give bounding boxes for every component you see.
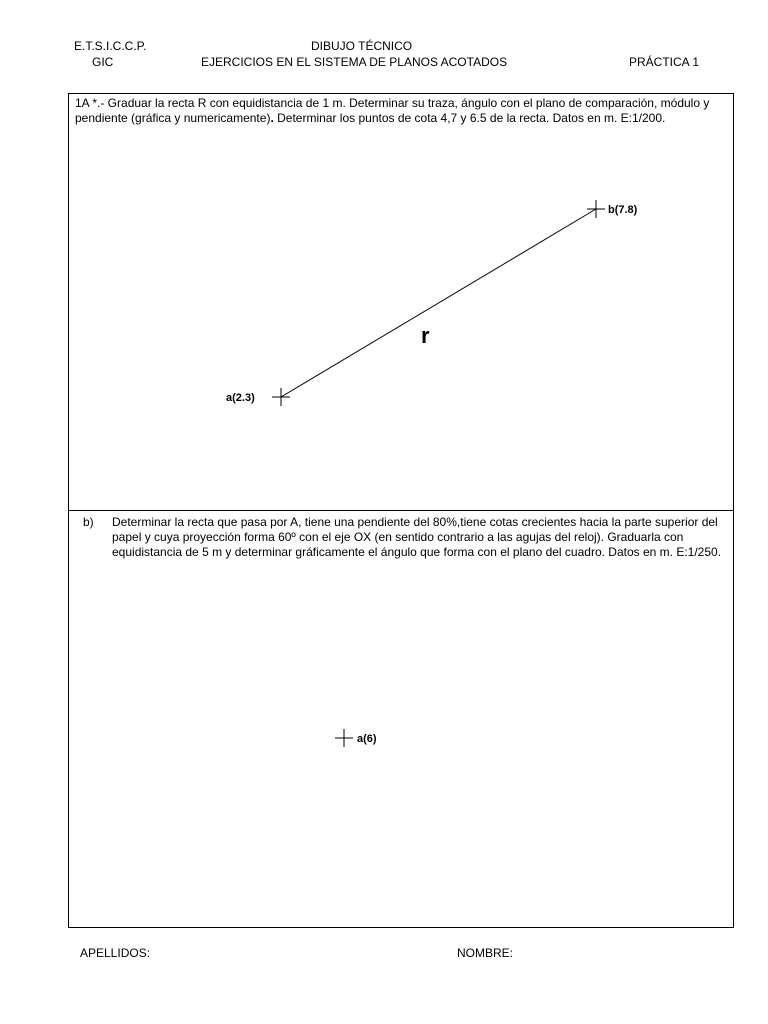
point-b-marker	[587, 200, 605, 218]
topic-title: EJERCICIOS EN EL SISTEMA DE PLANOS ACOTADOS	[201, 55, 508, 69]
exercise-a-text-part2: Determinar los puntos de cota 4,7 y 6.5 de la recta. Datos en m. E:1/200.	[273, 111, 666, 125]
school-name: E.T.S.I.C.C.P.	[74, 39, 147, 53]
point-b-label: b(7.8)	[608, 204, 638, 216]
surname-label: APELLIDOS:	[80, 946, 151, 960]
practice-number: PRÁCTICA 1	[629, 55, 700, 69]
line-r-label: r	[421, 323, 430, 348]
exercise-b-statement: Determinar la recta que pasa por A, tiene una pendiente del 80%,tiene cotas crecientes hacia la parte superior del papel y cuya proyección forma 60º con el eje OX (en sentido contrario a las agujas del reloj). Graduarla con equidistancia de 5 m y determinar gráficamente el ángulo que forma con el plano del cuadro. Datos en m. E:1/250.	[112, 515, 722, 559]
point-a6-marker	[335, 729, 353, 747]
degree-code: GIC	[92, 55, 114, 69]
exercise-a-text-part1: 1A *.- Graduar la recta R con equidistancia de 1 m. Determinar su traza, ángulo con el plano de comparación, módulo y pendiente (gráfica y numericamente)	[75, 96, 710, 125]
point-a-marker	[272, 388, 290, 406]
exercise-b-label: b)	[83, 515, 94, 529]
point-a6-label: a(6)	[357, 733, 377, 745]
exercise-a-text-bold: .	[270, 111, 274, 125]
subject-title: DIBUJO TÉCNICO	[311, 39, 413, 53]
name-label: NOMBRE:	[457, 946, 514, 960]
line-r	[281, 209, 596, 397]
point-a-label: a(2.3)	[226, 392, 255, 404]
